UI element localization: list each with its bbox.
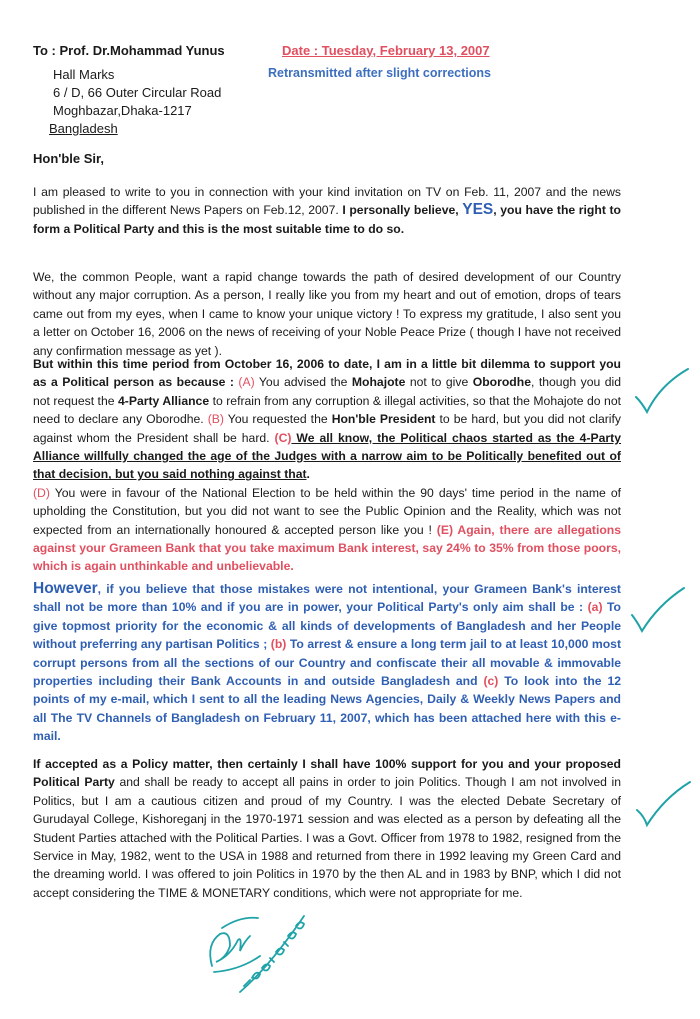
paragraph-dilemma (33, 355, 621, 576)
point-a-small-label: (a) (587, 600, 603, 615)
paragraph-common-people: We, the common People, want a rapid change towards the path of desired development of our Country without any major corruption. As a person, I really like you from my heart and out of emotion, drops of tears came out from my eyes, when I came to know your unique victory ! To express my gratitude, I also sent you a letter on October 16, 2006 on the news of receiving of your Noble Peace Prize ( though I have not received any confirmation message as yet ). (33, 270, 621, 358)
paragraph-support (33, 755, 621, 902)
oborodhe-term: Oborodhe (472, 375, 531, 390)
dilemma-text: to be hard, but you did not clarify against whom the President shall be hard. (33, 412, 621, 445)
address-line-3: Moghbazar,Dhaka-1217 (53, 103, 192, 118)
dilemma-text: You requested the (223, 412, 332, 427)
point-e-allegation: (E) Again, there are allegations against your Grameen Bank that you take maximum Bank interest, say 24% to 35% from those poors, which is again unthinkable and unbelievable. (33, 522, 622, 574)
political-chaos-statement: We all know, the Political chaos started as the 4-Party Alliance willfully changed the age of the Judges with a narrow aim to be Politically benefited out of that decision, but you said nothing against that (33, 430, 622, 482)
support-text: and shall be ready to accept all pains in order to join Politics. Though I am not involved in Politics, but I am a cautious citizen and proud of my Country. I was the elected Debate Secretary of Gurudayal College, Kishoreganj in the 1970-1971 session and was elected as a person by defeating all the Student Parties attached with the Political Parties. I was a Govt. Officer from 1978 to 1982, resigned from the Service in May, 1982, went to the USA in 1988 and returned from there in 1992 leaving my Green Card and the dreaming world. I was offered to join Politics in 1970 by the then AL and in 1983 by BNP, which I did not accept considering the TIME & MONETARY conditions, which were not appropriate for me. (33, 775, 621, 900)
recipient-line: To : Prof. Dr.Mohammad Yunus (33, 43, 225, 58)
however-word: However (33, 580, 98, 597)
intro-text: I am pleased to write to you in connection with your kind invitation on TV on Feb. 11, 2007 and the news published in the different News Papers on Feb.12, 2007. (33, 185, 621, 218)
retransmitted-note: Retransmitted after slight corrections (268, 66, 491, 80)
however-text: To look into the 12 points of my e-mail, which I sent to all the leading News Agencies, Daily & Weekly News Papers and all The TV Channels of Bangladesh on February 11, 2007, which has been attached here with this e-mail. (33, 674, 621, 744)
checkmark-icon (634, 780, 694, 830)
yes-emphasis: YES (462, 201, 494, 219)
salutation: Hon'ble Sir, (33, 151, 104, 166)
checkmark-icon (632, 367, 692, 417)
point-b-small-label: (b) (270, 637, 287, 652)
address-country: Bangladesh (49, 121, 118, 136)
checkmark-icon (628, 585, 688, 635)
dilemma-text: to refrain from any corruption & illegal activities, so that the Mohajote do not need to declare any Oborodhe. (33, 393, 621, 427)
dilemma-text: not to give (405, 375, 473, 390)
point-b-label: (B) (207, 412, 224, 427)
mohajote-term: Mohajote (351, 375, 406, 390)
intro-belief: I personally believe, (342, 203, 463, 218)
point-a-label: (A) (238, 375, 255, 390)
point-c-label: (C) (274, 430, 292, 445)
however-text: , if you believe that those mistakes were not intentional, your Grameen Bank's interest shall not be more than 10% and if you are in power, your Political Party's only aim shall be : (33, 582, 621, 615)
support-statement: If accepted as a Policy matter, then certainly I shall have 100% support for you and your proposed Political Party (33, 757, 621, 790)
dilemma-text: . (306, 467, 310, 482)
dilemma-lead: But within this time period from October 16, 2006 to date, I am in a little bit dilemma to support you as a Political person as because : (33, 357, 621, 390)
recipient-address (49, 66, 222, 138)
dilemma-text: You advised the (254, 375, 352, 390)
intro-belief-end: , you have the right to form a Political Party and this is the most suitable time to do so. (33, 203, 621, 236)
dilemma-text: , though you did not request the (33, 375, 621, 408)
paragraph-however (33, 580, 621, 746)
paragraph-intro (33, 183, 621, 238)
letter-date: Date : Tuesday, February 13, 2007 (282, 43, 490, 58)
point-d-label: (D) (33, 485, 50, 500)
alliance-term: 4-Party Alliance (118, 393, 210, 408)
president-term: Hon'ble President (331, 412, 436, 427)
however-text: To give topmost priority for the economic & all kinds of developments of Bangladesh and her People without preferring any partisan Politics ; (33, 600, 622, 652)
address-line-2: 6 / D, 66 Outer Circular Road (53, 85, 222, 100)
address-line-1: Hall Marks (53, 67, 115, 82)
point-c-small-label: (c) (483, 674, 499, 689)
dilemma-text: You were in favour of the National Election to be held within the 90 days' time period in the name of upholding the Constitution, but you did not want to see the Public Opinion and the Reality, which was not expected from an internationally honoured & accepted person like you ! (33, 485, 621, 537)
handwritten-signature (200, 896, 310, 996)
however-text: To arrest & ensure a long term jail to at least 10,000 most corrupt persons from all the sections of our Country and confiscate their all movable & immovable properties including their Bank Accounts in and outside Bangladesh and (33, 637, 622, 689)
